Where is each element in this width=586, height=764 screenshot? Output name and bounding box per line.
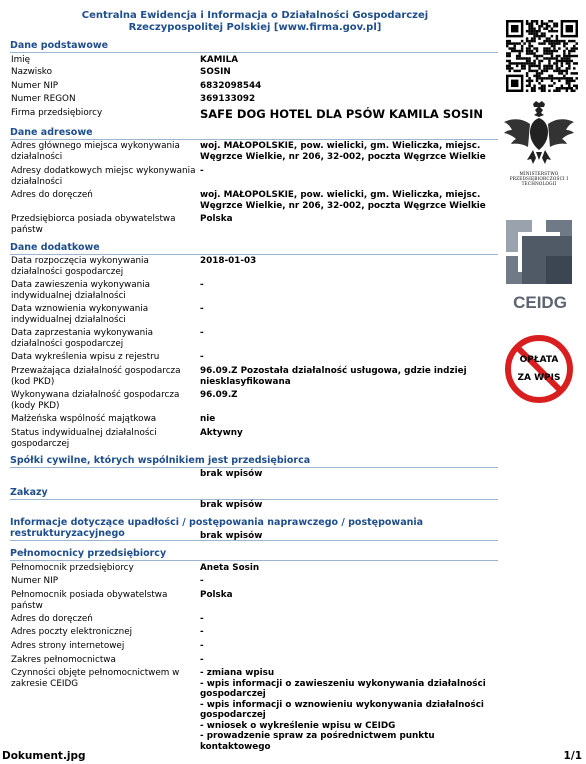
section-heading: Pełnomocnicy przedsiębiorcy xyxy=(10,548,498,561)
field-value: 2018-01-03 xyxy=(200,256,257,266)
field-value: - xyxy=(200,614,204,624)
field-label: Adres do doręczeń xyxy=(11,614,93,624)
section-heading: Dane adresowe xyxy=(10,127,498,140)
empty-entries-note: brak wpisów xyxy=(200,531,263,541)
field-value: - zmiana wpisu - wpis informacji o zawieszeniu wykonywania działalności gospodarczej - wpis informacji o wznowieniu wykonywania działalności gospodarczej - wniosek o wykreślenie wpisu w CEIDG - prowadzenie spraw za pośrednictwem punktu kontaktowego xyxy=(200,668,486,752)
field-value: 369133092 xyxy=(200,94,256,104)
field-label: Zakres pełnomocnictwa xyxy=(11,655,116,665)
field-label: Data wznowienia wykonywania indywidualnej działalności xyxy=(11,304,149,325)
field-label: Data zaprzestania wykonywania działalności gospodarczej xyxy=(11,328,154,349)
field-label: Adres głównego miejsca wykonywania działalności xyxy=(11,141,180,162)
field-label: Pełnomocnik przedsiębiorcy xyxy=(11,563,134,573)
field-label: Pełnomocnik posiada obywatelstwa państw xyxy=(11,590,168,611)
section-heading: Spółki cywilne, których wspólnikiem jest przedsiębiorca xyxy=(10,455,498,468)
field-value: nie xyxy=(200,414,216,424)
field-label: Numer NIP xyxy=(11,576,59,586)
header-title: Centralna Ewidencja i Informacja o Działalności Gospodarczej xyxy=(81,10,429,21)
field-label: Adres do doręczeń xyxy=(11,190,93,200)
field-value: - xyxy=(200,166,204,176)
field-value: - xyxy=(200,641,204,651)
field-value: - xyxy=(200,304,204,314)
field-value: woj. MAŁOPOLSKIE, pow. wielicki, gm. Wieliczka, miejsc. Węgrzce Wielkie, nr 206, 32-002, poczta Węgrzce Wielkie xyxy=(200,190,486,211)
field-label: Data wykreślenia wpisu z rejestru xyxy=(11,352,160,362)
footer-filename: Dokument.jpg xyxy=(2,750,86,762)
field-value: - xyxy=(200,576,204,586)
ministry-logo xyxy=(500,100,578,190)
field-label: Adres poczty elektronicznej xyxy=(11,627,133,637)
field-label: Firma przedsiębiorcy xyxy=(11,108,103,118)
field-label: Numer REGON xyxy=(11,94,76,104)
ministry-name: MINISTERSTWO PRZEDSIĘBIORCZOŚCI I TECHNOLOGII xyxy=(509,171,569,186)
field-label: Czynności objęte pełnomocnictwem w zakresie CEIDG xyxy=(11,668,180,689)
field-label: Przeważająca działalność gospodarcza (kod PKD) xyxy=(11,366,181,387)
field-value: Aneta Sosin xyxy=(200,563,260,573)
field-label: Data zawieszenia wykonywania indywidualnej działalności xyxy=(11,280,151,301)
ceidg-logo xyxy=(500,218,580,318)
prohibition-sign-icon xyxy=(503,333,575,405)
field-value: - xyxy=(200,627,204,637)
stamp-text-line2: ZA WPIS xyxy=(517,373,561,383)
stamp-text-line1: OPŁATA xyxy=(519,355,559,365)
empty-entries-note: brak wpisów xyxy=(200,500,263,510)
qr-code xyxy=(502,20,582,92)
empty-entries-note: brak wpisów xyxy=(200,469,263,479)
section-heading: Zakazy xyxy=(10,487,498,500)
field-label: Status indywidualnej działalności gospodarczej xyxy=(11,428,157,449)
eagle-emblem-icon xyxy=(500,100,578,168)
no-fee-stamp xyxy=(503,333,575,405)
header-subtitle: Rzeczypospolitej Polskiej [www.firma.gov.pl] xyxy=(128,22,382,33)
field-label: Adresy dodatkowych miejsc wykonywania działalności xyxy=(11,166,196,187)
field-label: Nazwisko xyxy=(11,67,52,77)
field-value: - xyxy=(200,328,204,338)
field-label: Numer NIP xyxy=(11,81,59,91)
ceidg-mark-icon xyxy=(500,218,580,288)
field-value: 96.09.Z Pozostała działalność usługowa, gdzie indziej niesklasyfikowana xyxy=(200,366,467,387)
field-value: KAMILA xyxy=(200,55,239,65)
field-label: Wykonywana działalność gospodarcza (kody PKD) xyxy=(11,390,180,411)
field-value: Polska xyxy=(200,214,233,224)
field-label: Adres strony internetowej xyxy=(11,641,125,651)
field-label: Data rozpoczęcia wykonywania działalności gospodarczej xyxy=(11,256,149,277)
field-value: 6832098544 xyxy=(200,81,262,91)
field-value: - xyxy=(200,280,204,290)
field-value: Polska xyxy=(200,590,233,600)
field-value: SOSIN xyxy=(200,67,231,77)
field-value: 96.09.Z xyxy=(200,390,238,400)
ceidg-text: CEIDG xyxy=(513,293,567,312)
field-label: Przedsiębiorca posiada obywatelstwa państw xyxy=(11,214,176,235)
section-heading: Informacje dotyczące upadłości / postępowania naprawczego / postępowania restrukturyzacyjnego xyxy=(10,517,498,541)
field-value: - xyxy=(200,655,204,665)
field-label: Małżeńska wspólność majątkowa xyxy=(11,414,157,424)
field-value: woj. MAŁOPOLSKIE, pow. wielicki, gm. Wieliczka, miejsc. Węgrzce Wielkie, nr 206, 32-002, poczta Węgrzce Wielkie xyxy=(200,141,486,162)
field-value: SAFE DOG HOTEL DLA PSÓW KAMILA SOSIN xyxy=(200,107,484,121)
footer-page-number: 1/1 xyxy=(563,750,582,762)
section-heading: Dane podstawowe xyxy=(10,40,498,53)
field-label: Imię xyxy=(11,55,31,65)
field-value: - xyxy=(200,352,204,362)
section-heading: Dane dodatkowe xyxy=(10,242,498,255)
field-value: Aktywny xyxy=(200,428,243,438)
